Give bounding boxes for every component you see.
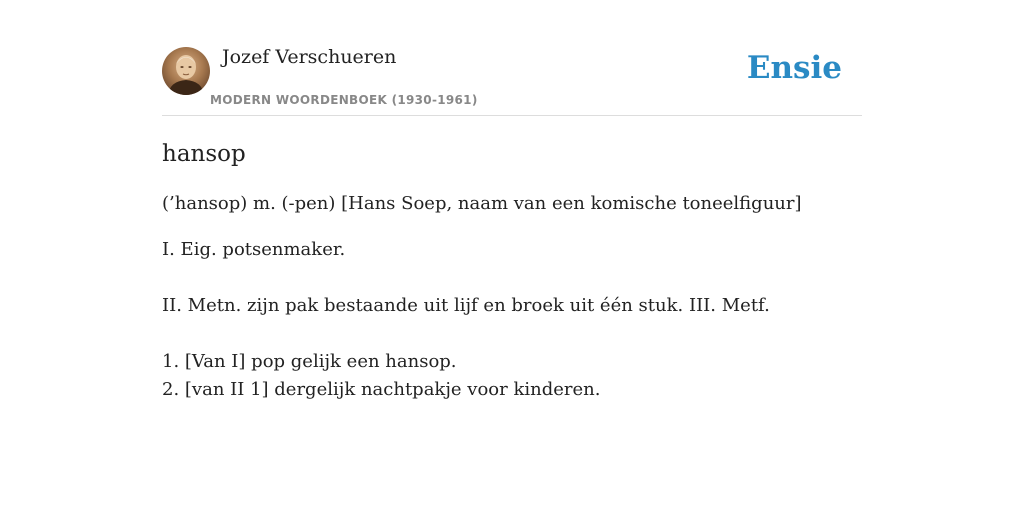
definition-line: II. Metn. zijn pak bestaande uit lijf en broek uit één stuk. III. Metf. <box>162 295 770 316</box>
entry-content <box>162 138 862 404</box>
spacer <box>162 264 862 292</box>
etymology-line: (’hansop) m. (-pen) [Hans Soep, naam van een komische toneelfiguur] <box>162 193 802 214</box>
page-title: hansop <box>162 141 246 167</box>
definition-line: I. Eig. potsenmaker. <box>162 239 346 260</box>
source-label[interactable]: MODERN WOORDENBOEK (1930-1961) <box>210 93 478 107</box>
author-name[interactable]: Jozef Verschueren <box>222 46 397 68</box>
spacer <box>162 320 862 348</box>
ensie-logo[interactable]: Ensie <box>746 50 842 86</box>
definition-line: 1. [Van I] pop gelijk een hansop. <box>162 351 457 372</box>
page-header <box>162 44 862 116</box>
author-avatar[interactable] <box>162 47 210 95</box>
portrait-icon <box>162 47 210 95</box>
definition-line: 2. [van II 1] dergelijk nachtpakje voor kinderen. <box>162 379 601 400</box>
